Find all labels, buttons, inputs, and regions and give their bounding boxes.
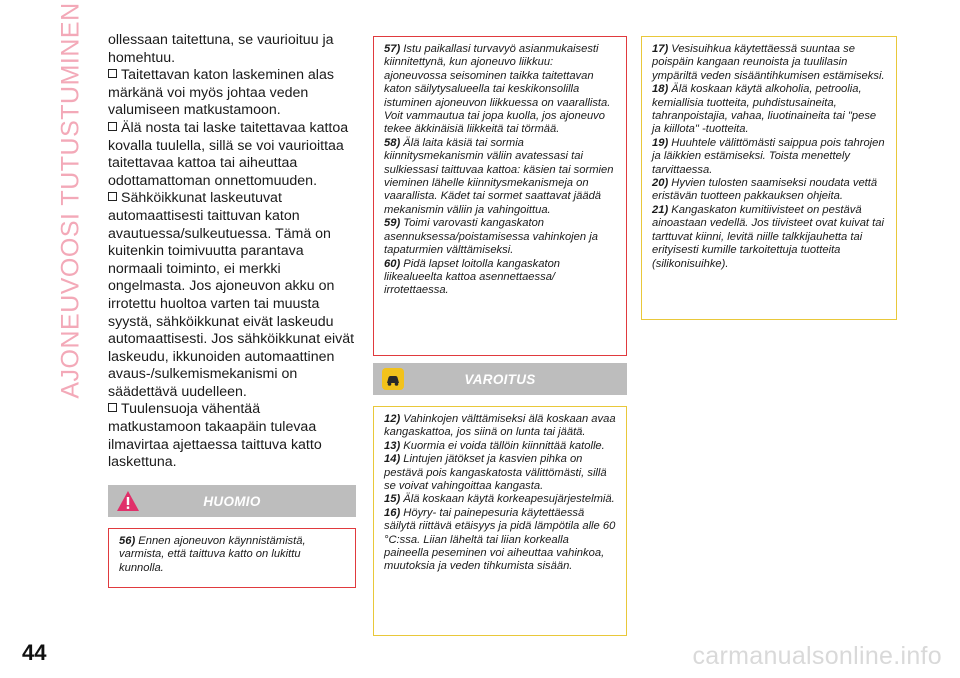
note-item: 14) Lintujen jätökset ja kasvien pihka on pestävä pois kangaskatosta välittömästi, sillä se voivat vahingoittaa kangasta.: [384, 453, 607, 493]
square-bullet-icon: [108, 403, 117, 412]
square-bullet-icon: [108, 69, 117, 78]
col1-paragraph: Sähköikkunat laskeutuvat automaattisesti taittuvan katon avautuessa/sulkeutuessa. Tämä on kuitenkin toimivuutta parantava normaali toiminto, ei merkki ongelmasta. Jos ajoneuvon akku on irrotettu huoltoa varten tai muusta syystä, sähköikkunat eivät laskeudu automaattisesti. Jos sähköikkunat eivät laskeudu, ikkunoiden automaattinen avaus-/sulkemismekanismi on säädettävä uudelleen.: [108, 190, 355, 400]
section-side-title: [54, 1, 88, 399]
varoitus-header: [373, 363, 627, 395]
note-item: 17) Vesisuihkua käytettäessä suuntaa se poispäin kangaan reunoista ja tuulilasin ympäriltä veden sisääntihkumisen estämiseksi.: [652, 43, 885, 82]
section-side-title-text: AJONEUVOOSI TUTUSTUMINEN: [56, 1, 85, 399]
note-item: 56) Ennen ajoneuvon käynnistämistä, varmista, että taittuva katto on lukittu kunnolla.: [119, 535, 306, 574]
square-bullet-icon: [108, 122, 117, 131]
car-warning-icon: [381, 367, 405, 391]
huomio-box: [108, 528, 356, 588]
note-item: 19) Huuhtele välittömästi saippua pois tahrojen ja läikkien estämiseksi. Toista menettely tarvittaessa.: [652, 136, 885, 176]
col1-paragraph: Tuulensuoja vähentää matkustamoon takaapäin tulevaa ilmavirtaa ajettaessa taittuva katto laskettuna.: [108, 401, 322, 471]
note-item: 16) Höyry- tai painepesuria käytettäessä säilytä riittävä etäisyys ja pidä lämpötila alle 60 °C:ssa. Liian läheltä tai liian korkealla paineella peseminen voi aiheuttaa vahinkoa, muutoksia ja veden tihkumista sisään.: [384, 506, 616, 573]
col1-paragraph: ollessaan taitettuna, se vaurioituu ja homehtuu.: [108, 32, 334, 66]
huomio-continued-box: [373, 36, 627, 356]
note-item: 57) Istu paikallasi turvavyö asianmukaisesti kiinnitettynä, kun ajoneuvo liikkuu: ajoneuvossa seisominen taikka taitettavan katon säilytysalueella tai keskikonsolilla istuminen ajoneuvon liikkuessa on vaarallista. Voit vammautua tai jopa kuolla, jos ajoneuvo tekee äkkinäisiä liikkeitä tai törmää.: [384, 43, 611, 136]
varoitus-box: [373, 406, 627, 636]
note-item: 58) Älä laita käsiä tai sormia kiinnitysmekanismin väliin avatessasi tai sulkiessasi taittuvaa kattoa: käsien tai sormien vieminen lähelle kiinnitysmekanismeja on vaarallista. Kädet tai sormet saattavat jäädä mekanismin väliin ja vahingoittua.: [384, 136, 614, 216]
huomio-label: HUOMIO: [203, 493, 261, 509]
note-item: 18) Älä koskaan käytä alkoholia, petroolia, kemiallisia tuotteita, puhdistusaineita, tahranpoistajia, vahaa, liuotinaineita tai "pese ja kiillota" -tuotteita.: [652, 83, 877, 136]
huomio-header: [108, 485, 356, 517]
note-item: 21) Kangaskaton kumitiivisteet on pestävä ainoastaan vedellä. Jos tiivisteet ovat kuivat tai tarttuvat kiinni, levitä niille talkkijauhetta tai erityisesti kumille tarkoitettuja tuotteita (silikonisuihke).: [652, 203, 884, 270]
varoitus-label: VAROITUS: [464, 371, 536, 387]
col1-paragraph: Älä nosta tai laske taitettavaa kattoa kovalla tuulella, sillä se voi vaurioittaa taitettavaa kattoa tai aiheuttaa odottamattoman onnettomuuden.: [108, 119, 349, 189]
col1-paragraph: Taitettavan katon laskeminen alas märkänä voi myös johtaa veden valumiseen matkustamoon.: [108, 67, 334, 119]
varoitus-continued-box: [641, 36, 897, 320]
watermark: carmanualsonline.info: [692, 642, 942, 670]
warning-triangle-icon: [116, 489, 140, 513]
note-item: 60) Pidä lapset loitolla kangaskaton liikealueelta kattoa asennettaessa/ irrotettaessa.: [384, 257, 561, 297]
note-item: 13) Kuormia ei voida tällöin kiinnittää katolle.: [384, 439, 605, 452]
note-item: 20) Hyvien tulosten saamiseksi noudata vettä eristävän tuotteen pakkauksen ohjeita.: [652, 177, 878, 203]
page-number: 44: [22, 640, 47, 665]
note-item: 59) Toimi varovasti kangaskaton asennuksessa/poistamisessa vahinkojen ja tapaturmien välttämiseksi.: [384, 217, 598, 257]
note-item: 12) Vahinkojen välttämiseksi älä koskaan avaa kangaskattoa, jos siinä on lunta tai jäätä.: [384, 413, 616, 439]
column-1-text: [108, 32, 356, 472]
note-item: 15) Älä koskaan käytä korkeapesujärjestelmiä.: [384, 493, 615, 506]
square-bullet-icon: [108, 192, 117, 201]
